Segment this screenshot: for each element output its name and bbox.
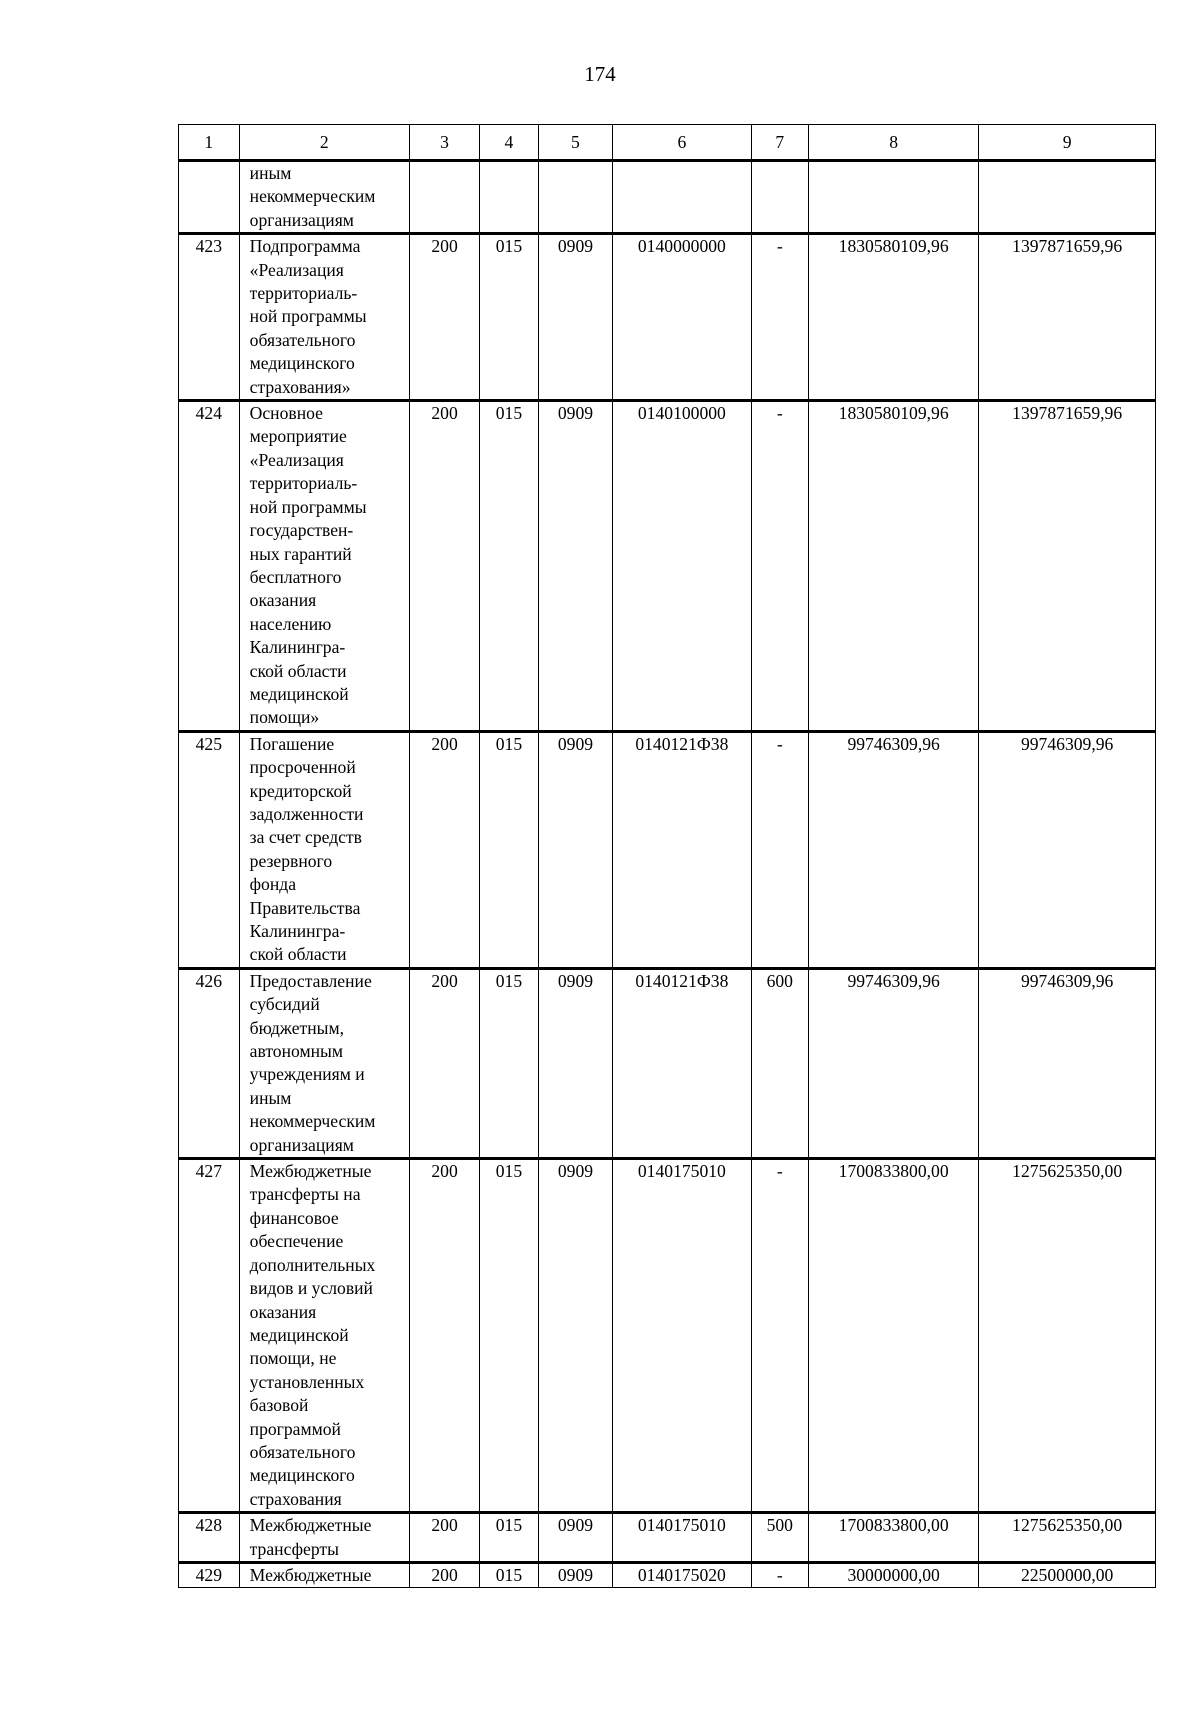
row-name	[239, 1159, 409, 1513]
cell-col7: -	[751, 234, 808, 401]
cell-col8: 1700833800,00	[809, 1513, 979, 1563]
row-name-text: Предоставление субсидий бюджетным, автономным учреждениям и иным некоммерческим организациям	[249, 970, 376, 1155]
table-row	[179, 1562, 1156, 1587]
column-header-1: 1	[179, 125, 240, 161]
row-name-text: Погашение просроченной кредиторской задолженности за счет средств резервного фонда Правительства Калинингра- ской области	[249, 733, 364, 965]
column-header-4: 4	[480, 125, 539, 161]
column-header-7: 7	[751, 125, 808, 161]
cell-col3: 200	[409, 731, 479, 968]
cell-col8: 1830580109,96	[809, 234, 979, 401]
table-header	[179, 125, 1156, 161]
column-header-3: 3	[409, 125, 479, 161]
table-row	[179, 161, 1156, 234]
table-row	[179, 234, 1156, 401]
cell-col5: 0909	[538, 401, 612, 732]
table-body	[179, 161, 1156, 1588]
cell-col6: 0140121Ф38	[613, 968, 751, 1158]
cell-col9: 1397871659,96	[979, 234, 1156, 401]
cell-col6: 0140100000	[613, 401, 751, 732]
row-name-text: Межбюджетные трансферты на финансовое обеспечение дополнительных видов и условий оказания медицинской помощи, не установленных базовой программой обязательного медицинского страхования	[249, 1161, 376, 1509]
cell-col9: 22500000,00	[979, 1562, 1156, 1587]
cell-col6: 0140175010	[613, 1513, 751, 1563]
cell-col9: 1275625350,00	[979, 1513, 1156, 1563]
cell-col5: 0909	[538, 234, 612, 401]
column-header-9: 9	[979, 125, 1156, 161]
cell-col9: 1275625350,00	[979, 1159, 1156, 1513]
cell-col7	[751, 161, 808, 234]
cell-col7: 600	[751, 968, 808, 1158]
cell-col9: 99746309,96	[979, 968, 1156, 1158]
cell-col5: 0909	[538, 1159, 612, 1513]
row-name-text: Межбюджетные трансферты	[249, 1515, 372, 1559]
cell-col7: -	[751, 1562, 808, 1587]
cell-col5: 0909	[538, 968, 612, 1158]
column-header-6: 6	[613, 125, 751, 161]
page-number: 174	[584, 62, 616, 86]
row-number	[179, 161, 240, 234]
cell-col4: 015	[480, 1159, 539, 1513]
cell-col8	[809, 161, 979, 234]
row-number: 425	[179, 731, 240, 968]
table-row	[179, 1159, 1156, 1513]
row-name	[239, 1562, 409, 1587]
cell-col8: 1700833800,00	[809, 1159, 979, 1513]
cell-col4: 015	[480, 401, 539, 732]
row-name	[239, 234, 409, 401]
cell-col3: 200	[409, 968, 479, 1158]
column-header-5: 5	[538, 125, 612, 161]
cell-col4: 015	[480, 1562, 539, 1587]
row-name-text: Основное мероприятие «Реализация территориаль- ной программы государствен- ных гарантий бесплатного оказания населению Калинингра- ской области медицинской помощи»	[249, 403, 367, 728]
row-name	[239, 731, 409, 968]
row-number: 423	[179, 234, 240, 401]
table-row	[179, 1513, 1156, 1563]
cell-col4: 015	[480, 968, 539, 1158]
cell-col4: 015	[480, 234, 539, 401]
cell-col7: -	[751, 1159, 808, 1513]
row-name	[239, 1513, 409, 1563]
cell-col4: 015	[480, 731, 539, 968]
header-row	[179, 125, 1156, 161]
cell-col3: 200	[409, 1513, 479, 1563]
cell-col3: 200	[409, 401, 479, 732]
column-header-8: 8	[809, 125, 979, 161]
cell-col3: 200	[409, 1562, 479, 1587]
cell-col5	[538, 161, 612, 234]
cell-col7: -	[751, 731, 808, 968]
cell-col4: 015	[480, 1513, 539, 1563]
table-row	[179, 401, 1156, 732]
cell-col8: 99746309,96	[809, 731, 979, 968]
row-number: 426	[179, 968, 240, 1158]
cell-col5: 0909	[538, 1562, 612, 1587]
cell-col9: 1397871659,96	[979, 401, 1156, 732]
row-name-text: Межбюджетные	[249, 1564, 372, 1585]
cell-col3	[409, 161, 479, 234]
cell-col6: 0140175020	[613, 1562, 751, 1587]
row-name	[239, 401, 409, 732]
cell-col8: 1830580109,96	[809, 401, 979, 732]
cell-col8: 99746309,96	[809, 968, 979, 1158]
table-row	[179, 731, 1156, 968]
column-header-2: 2	[239, 125, 409, 161]
row-number: 424	[179, 401, 240, 732]
row-number: 428	[179, 1513, 240, 1563]
cell-col3: 200	[409, 234, 479, 401]
row-name-text: Подпрограмма «Реализация территориаль- ной программы обязательного медицинского страхования»	[249, 236, 367, 397]
cell-col4	[480, 161, 539, 234]
row-number: 429	[179, 1562, 240, 1587]
cell-col8: 30000000,00	[809, 1562, 979, 1587]
cell-col9: 99746309,96	[979, 731, 1156, 968]
table-row	[179, 968, 1156, 1158]
cell-col7: -	[751, 401, 808, 732]
cell-col5: 0909	[538, 731, 612, 968]
cell-col6: 0140175010	[613, 1159, 751, 1513]
row-name	[239, 161, 409, 234]
cell-col5: 0909	[538, 1513, 612, 1563]
cell-col7: 500	[751, 1513, 808, 1563]
row-name	[239, 968, 409, 1158]
row-name-text: иным некоммерческим организациям	[249, 163, 376, 230]
row-number: 427	[179, 1159, 240, 1513]
cell-col6	[613, 161, 751, 234]
cell-col9	[979, 161, 1156, 234]
cell-col6: 0140121Ф38	[613, 731, 751, 968]
budget-table	[178, 124, 1156, 1588]
cell-col6: 0140000000	[613, 234, 751, 401]
cell-col3: 200	[409, 1159, 479, 1513]
